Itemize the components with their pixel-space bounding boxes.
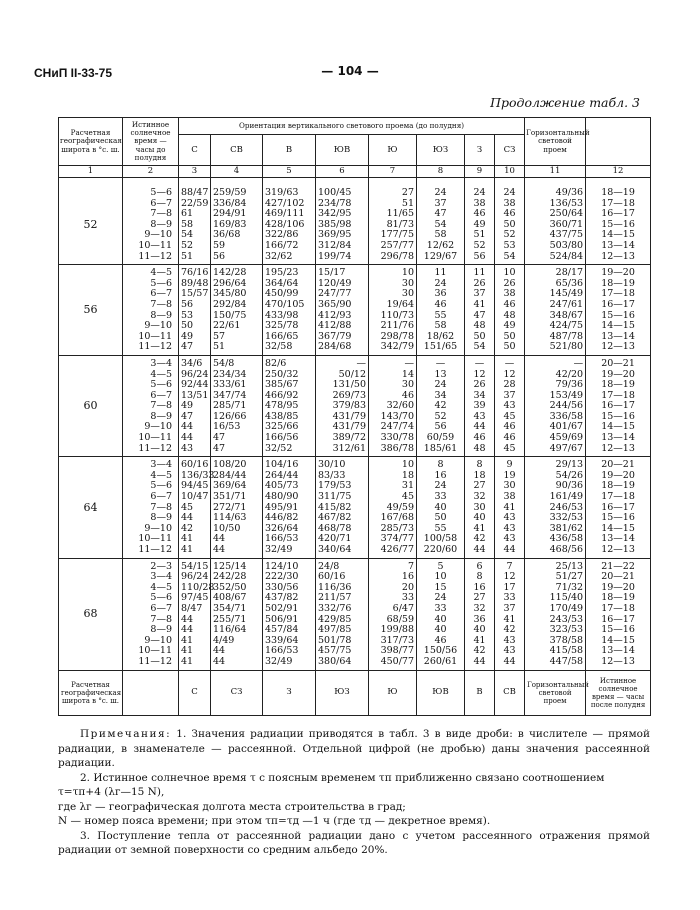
header-dir-nw: СЗ bbox=[495, 135, 525, 166]
value-column-s: — 14 30 46 32/60 143/70 247/74 330/78 386/78 bbox=[369, 355, 417, 456]
solar-radiation-table bbox=[58, 117, 651, 716]
col-num: 6 bbox=[316, 166, 369, 178]
value-column-s: 27 51 11/65 81/73 177/75 257/77 296/78 bbox=[369, 185, 417, 265]
value-column-horizontal: 28/17 65/36 145/49 247/61 348/67 424/75 487/78 521/80 bbox=[525, 265, 586, 356]
footer-horizontal-opening: Горизонтальный световой проем bbox=[525, 670, 586, 715]
col-num: 3 bbox=[179, 166, 211, 178]
value-column-sw: 11 24 36 46 55 58 18/62 151/65 bbox=[417, 265, 465, 356]
document-code: СНиП II-33-75 bbox=[34, 66, 113, 80]
value-column-se: — 50/12 131/50 269/73 379/83 431/79 431/79 389/72 312/61 bbox=[316, 355, 369, 456]
time-column: 2—3 3—4 4—5 5—6 6—7 7—8 8—9 9—10 10—11 11—12 bbox=[123, 558, 179, 670]
col-num: 4 bbox=[211, 166, 263, 178]
value-column-w: 24 38 46 49 51 52 56 bbox=[465, 185, 495, 265]
value-column-horizontal: 25/13 51/27 71/32 115/40 170/49 243/53 323/53 378/58 415/58 447/58 bbox=[525, 558, 586, 670]
value-column-se: 30/10 83/33 179/53 311/75 415/82 467/82 468/78 420/71 340/64 bbox=[316, 457, 369, 558]
col-num: 7 bbox=[369, 166, 417, 178]
value-column-e: 195/23 364/64 450/99 470/105 433/98 325/78 166/65 32/58 bbox=[263, 265, 316, 356]
value-column-e: 124/10 222/30 330/56 437/82 502/91 506/91 457/84 339/64 166/53 32/49 bbox=[263, 558, 316, 670]
header-dir-sw: ЮЗ bbox=[417, 135, 465, 166]
col-num: 8 bbox=[417, 166, 465, 178]
col-num: 5 bbox=[263, 166, 316, 178]
footer-dir-e: В bbox=[465, 670, 495, 715]
formula: τ=τп+4 (λг—15 N), bbox=[58, 786, 165, 798]
col-num: 2 bbox=[123, 166, 179, 178]
header-dir-e: В bbox=[263, 135, 316, 166]
value-column-sw: — 13 24 34 42 52 56 60/59 185/61 bbox=[417, 355, 465, 456]
header-dir-n: С bbox=[179, 135, 211, 166]
value-column-se: 24/8 60/16 116/36 211/57 332/76 429/85 497/85 501/78 457/75 380/64 bbox=[316, 558, 369, 670]
footer-dir-n: С bbox=[179, 670, 211, 715]
value-column-w: 11 26 37 41 47 48 50 54 bbox=[465, 265, 495, 356]
note-2-time-zone: N — номер пояса времени; при этом τп=τд —1 ч (где τд — декретное время). bbox=[58, 815, 491, 827]
value-column-horizontal: — 42/20 79/36 153/49 244/56 336/58 401/67 459/69 497/67 bbox=[525, 355, 586, 456]
value-column-se: 100/45 234/78 342/95 385/98 369/95 312/84 199/74 bbox=[316, 185, 369, 265]
note-2: 2. Истинное солнечное время τ с поясным временем τп приближенно связано соотношением bbox=[80, 771, 605, 784]
header-blank bbox=[586, 118, 651, 166]
value-column-horizontal: 29/13 54/26 90/36 161/49 246/53 332/53 381/62 436/58 468/56 bbox=[525, 457, 586, 558]
header-true-solar-time: Истинное солнечное время — часы до полудня bbox=[123, 118, 179, 166]
latitude-value: 64 bbox=[59, 457, 123, 558]
latitude-block-56 bbox=[59, 265, 651, 356]
footer-dir-ne: СВ bbox=[495, 670, 525, 715]
note-3: 3. Поступление тепла от рассеянной радиации дано с учетом рассеянного отражения прямой радиации от земной поверхности со средним альбедо 20%. bbox=[58, 829, 650, 856]
value-column-horizontal: 49/36 136/53 250/64 360/71 437/75 503/80 524/84 bbox=[525, 185, 586, 265]
col-num: 10 bbox=[495, 166, 525, 178]
notes-label: Примечания: bbox=[80, 728, 172, 740]
latitude-value: 68 bbox=[59, 558, 123, 670]
footer-blank bbox=[123, 670, 179, 715]
latitude-value: 52 bbox=[59, 185, 123, 265]
footer-latitude: Расчетная географическая широта в °с. ш. bbox=[59, 670, 123, 715]
spacer-row bbox=[59, 178, 651, 186]
value-column-ne: 108/20 284/44 369/64 351/71 272/71 114/63 10/50 44 44 bbox=[211, 457, 263, 558]
time-column: 3—4 4—5 5—6 6—7 7—8 8—9 9—10 10—11 11—12 bbox=[123, 457, 179, 558]
notes-section bbox=[58, 727, 650, 858]
value-column-s: 10 18 31 45 49/59 167/68 285/73 374/77 426/77 bbox=[369, 457, 417, 558]
footer-dir-w: З bbox=[263, 670, 316, 715]
time-after-noon-column: 20—21 19—20 18—19 17—18 16—17 15—16 14—15 13—14 12—13 bbox=[586, 355, 651, 456]
latitude-value: 60 bbox=[59, 355, 123, 456]
footer-time-after-noon: Истинное солнечное время — часы после полудня bbox=[586, 670, 651, 715]
time-after-noon-column: 20—21 19—20 18—19 17—18 16—17 15—16 14—15 13—14 12—13 bbox=[586, 457, 651, 558]
value-column-n: 88/47 22/59 61 58 54 52 51 bbox=[179, 185, 211, 265]
value-column-n: 60/16 136/33 94/45 10/47 45 44 42 41 41 bbox=[179, 457, 211, 558]
header-row bbox=[59, 118, 651, 135]
col-num: 9 bbox=[465, 166, 495, 178]
value-column-w: 6 8 16 27 32 36 40 41 42 44 bbox=[465, 558, 495, 670]
header-latitude: Расчетная географическая широта в °с. ш. bbox=[59, 118, 123, 166]
time-column: 4—5 5—6 6—7 7—8 8—9 9—10 10—11 11—12 bbox=[123, 265, 179, 356]
footer-dir-s: Ю bbox=[369, 670, 417, 715]
footer-dir-sw: ЮЗ bbox=[316, 670, 369, 715]
footer-dir-se: ЮВ bbox=[417, 670, 465, 715]
value-column-ne: 54/8 234/34 333/61 347/74 285/71 126/66 16/53 47 47 bbox=[211, 355, 263, 456]
value-column-nw: 10 26 38 46 48 49 50 50 bbox=[495, 265, 525, 356]
col-num: 11 bbox=[525, 166, 586, 178]
col-num: 1 bbox=[59, 166, 123, 178]
value-column-sw: 8 16 24 33 40 50 55 100/58 220/60 bbox=[417, 457, 465, 558]
header-dir-s: Ю bbox=[369, 135, 417, 166]
value-column-e: 319/63 427/102 469/111 428/106 322/86 166/72 32/62 bbox=[263, 185, 316, 265]
note-1 bbox=[58, 727, 650, 771]
value-column-nw: — 12 28 37 43 45 46 46 45 bbox=[495, 355, 525, 456]
page-number: — 104 — bbox=[321, 64, 379, 78]
footer-row bbox=[59, 670, 651, 715]
note-1-text: 1. Значения радиации приводятся в табл. 3 в виде дроби: в числителе — прямой радиации, в знаменателе — рассеянной. Отдельной цифрой (не дробью) даны значения рассеянной радиации. bbox=[58, 728, 650, 769]
latitude-value: 56 bbox=[59, 265, 123, 356]
value-column-ne: 125/14 242/28 352/50 408/67 354/71 255/71 116/64 4/49 44 44 bbox=[211, 558, 263, 670]
value-column-e: 104/16 264/44 405/73 480/90 495/91 446/82 326/64 166/53 32/49 bbox=[263, 457, 316, 558]
time-column: 3—4 4—5 5—6 6—7 7—8 8—9 9—10 10—11 11—12 bbox=[123, 355, 179, 456]
table-continuation-caption: Продолжение табл. 3 bbox=[490, 95, 640, 110]
column-number-row bbox=[59, 166, 651, 178]
header-dir-se: ЮВ bbox=[316, 135, 369, 166]
time-after-noon-column: 19—20 18—19 17—18 16—17 15—16 14—15 13—14 12—13 bbox=[586, 265, 651, 356]
latitude-block-68 bbox=[59, 558, 651, 670]
value-column-nw: 7 12 17 33 37 41 42 43 43 44 bbox=[495, 558, 525, 670]
note-2-where: где λг — географическая долгота места строительства в град; bbox=[58, 800, 406, 813]
latitude-block-60 bbox=[59, 355, 651, 456]
latitude-block-52 bbox=[59, 185, 651, 265]
time-after-noon-column: 18—19 17—18 16—17 15—16 14—15 13—14 12—13 bbox=[586, 185, 651, 265]
col-num: 12 bbox=[586, 166, 651, 178]
value-column-n: 54/15 96/24 110/28 97/45 8/47 44 44 41 41 41 bbox=[179, 558, 211, 670]
header-horizontal-opening: Горизонтальный световой проем bbox=[525, 118, 586, 166]
header-dir-w: З bbox=[465, 135, 495, 166]
value-column-s: 10 30 30 19/64 110/73 211/76 298/78 342/79 bbox=[369, 265, 417, 356]
value-column-ne: 142/28 296/64 345/80 292/84 150/75 22/61 57 51 bbox=[211, 265, 263, 356]
value-column-ne: 259/59 336/84 294/91 169/83 36/68 59 56 bbox=[211, 185, 263, 265]
value-column-w: 8 18 27 32 30 40 41 42 44 bbox=[465, 457, 495, 558]
value-column-se: 15/17 120/49 247/77 365/90 412/93 412/88 367/79 284/68 bbox=[316, 265, 369, 356]
latitude-block-64 bbox=[59, 457, 651, 558]
value-column-w: — 12 26 34 39 43 44 46 48 bbox=[465, 355, 495, 456]
value-column-e: 82/6 250/32 385/67 466/92 478/95 438/85 325/66 166/56 32/52 bbox=[263, 355, 316, 456]
value-column-n: 34/6 96/24 92/44 13/51 49 47 44 44 43 bbox=[179, 355, 211, 456]
header-orientation: Ориентация вертикального светового проема (до полудня) bbox=[179, 118, 525, 135]
time-column: 5—6 6—7 7—8 8—9 9—10 10—11 11—12 bbox=[123, 185, 179, 265]
value-column-n: 76/16 89/48 15/57 56 53 50 49 47 bbox=[179, 265, 211, 356]
value-column-s: 7 16 20 33 6/47 68/59 199/88 317/73 398/77 450/77 bbox=[369, 558, 417, 670]
header-dir-ne: СВ bbox=[211, 135, 263, 166]
time-after-noon-column: 21—22 20—21 19—20 18—19 17—18 16—17 15—16 14—15 13—14 12—13 bbox=[586, 558, 651, 670]
value-column-sw: 24 37 47 54 58 12/62 129/67 bbox=[417, 185, 465, 265]
value-column-nw: 24 38 46 50 52 53 54 bbox=[495, 185, 525, 265]
footer-dir-nw: СЗ bbox=[211, 670, 263, 715]
value-column-nw: 9 19 30 38 41 43 43 43 44 bbox=[495, 457, 525, 558]
value-column-sw: 5 10 15 24 33 40 40 46 150/56 260/61 bbox=[417, 558, 465, 670]
